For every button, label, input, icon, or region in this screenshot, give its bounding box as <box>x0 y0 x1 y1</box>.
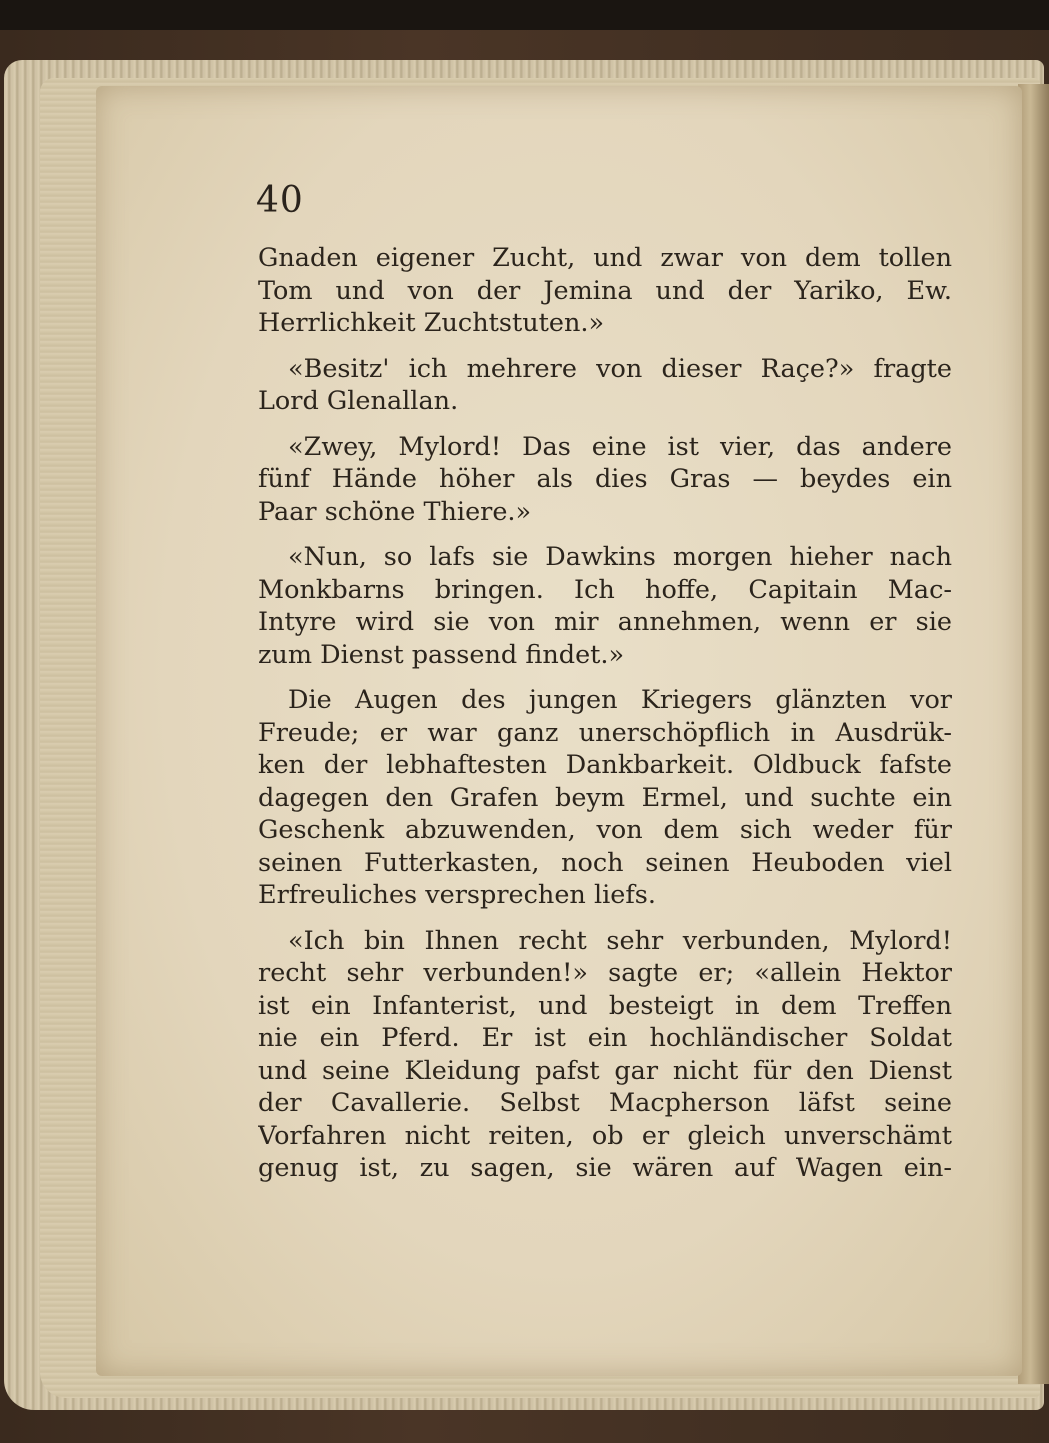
text-line: Gnaden eigener Zucht, und zwar von dem tollen <box>258 243 952 273</box>
text-line: Tom und von der Jemina und der Yariko, Ew. <box>258 275 952 306</box>
text-line: Vorfahren nicht reiten, ob er gleich unverschämt <box>258 1120 952 1151</box>
page-body-text <box>258 242 952 1185</box>
text-line: genug ist, zu sagen, sie wären auf Wagen ein- <box>258 1153 952 1183</box>
text-line: ist ein Infanterist, und besteigt in dem Treffen <box>258 990 952 1021</box>
page-number: 40 <box>256 180 304 221</box>
text-line: Erfreuliches versprechen liefs. <box>258 880 656 910</box>
text-line: «Besitz' ich mehrere von dieser Raçe?» fragte <box>288 353 952 384</box>
text-line: zum Dienst passend findet.» <box>258 639 625 670</box>
paragraph <box>258 431 952 529</box>
text-line: und seine Kleidung pafst gar nicht für den Dienst <box>258 1055 952 1086</box>
text-line: Herrlichkeit Zuchtstuten.» <box>258 308 605 338</box>
text-line: fünf Hände höher als dies Gras — beydes ein <box>258 464 952 494</box>
text-line: Die Augen des jungen Kriegers glänzten vor <box>288 685 952 715</box>
text-line: nie ein Pferd. Er ist ein hochländischer Soldat <box>258 1023 952 1053</box>
paragraph <box>258 925 952 1185</box>
paragraph <box>258 353 952 418</box>
paragraph <box>258 541 952 671</box>
text-line: recht sehr verbunden!» sagte er; «allein Hektor <box>258 958 952 988</box>
text-line: Intyre wird sie von mir annehmen, wenn er sie <box>258 607 952 637</box>
text-line: seinen Futterkasten, noch seinen Heuboden viel <box>258 847 952 878</box>
text-line: dagegen den Grafen beym Ermel, und suchte ein <box>258 782 952 813</box>
text-line: Freude; er war ganz unerschöpflich in Ausdrük- <box>258 717 952 748</box>
text-line: Geschenk abzuwenden, von dem sich weder für <box>258 815 952 845</box>
text-line: ken der lebhaftesten Dankbarkeit. Oldbuck fafste <box>258 750 952 780</box>
text-line: der Cavallerie. Selbst Macpherson läfst seine <box>258 1088 952 1118</box>
text-line: «Ich bin Ihnen recht sehr verbunden, Mylord! <box>288 925 952 956</box>
paragraph <box>258 684 952 912</box>
paragraph <box>258 242 952 340</box>
facing-page-edge <box>1018 84 1049 1384</box>
text-line: Lord Glenallan. <box>258 386 459 416</box>
text-line: «Zwey, Mylord! Das eine ist vier, das andere <box>288 431 952 462</box>
text-line: «Nun, so lafs sie Dawkins morgen hieher nach <box>288 542 952 572</box>
text-line: Monkbarns bringen. Ich hoffe, Capitain Mac- <box>258 574 952 605</box>
text-line: Paar schöne Thiere.» <box>258 496 532 527</box>
